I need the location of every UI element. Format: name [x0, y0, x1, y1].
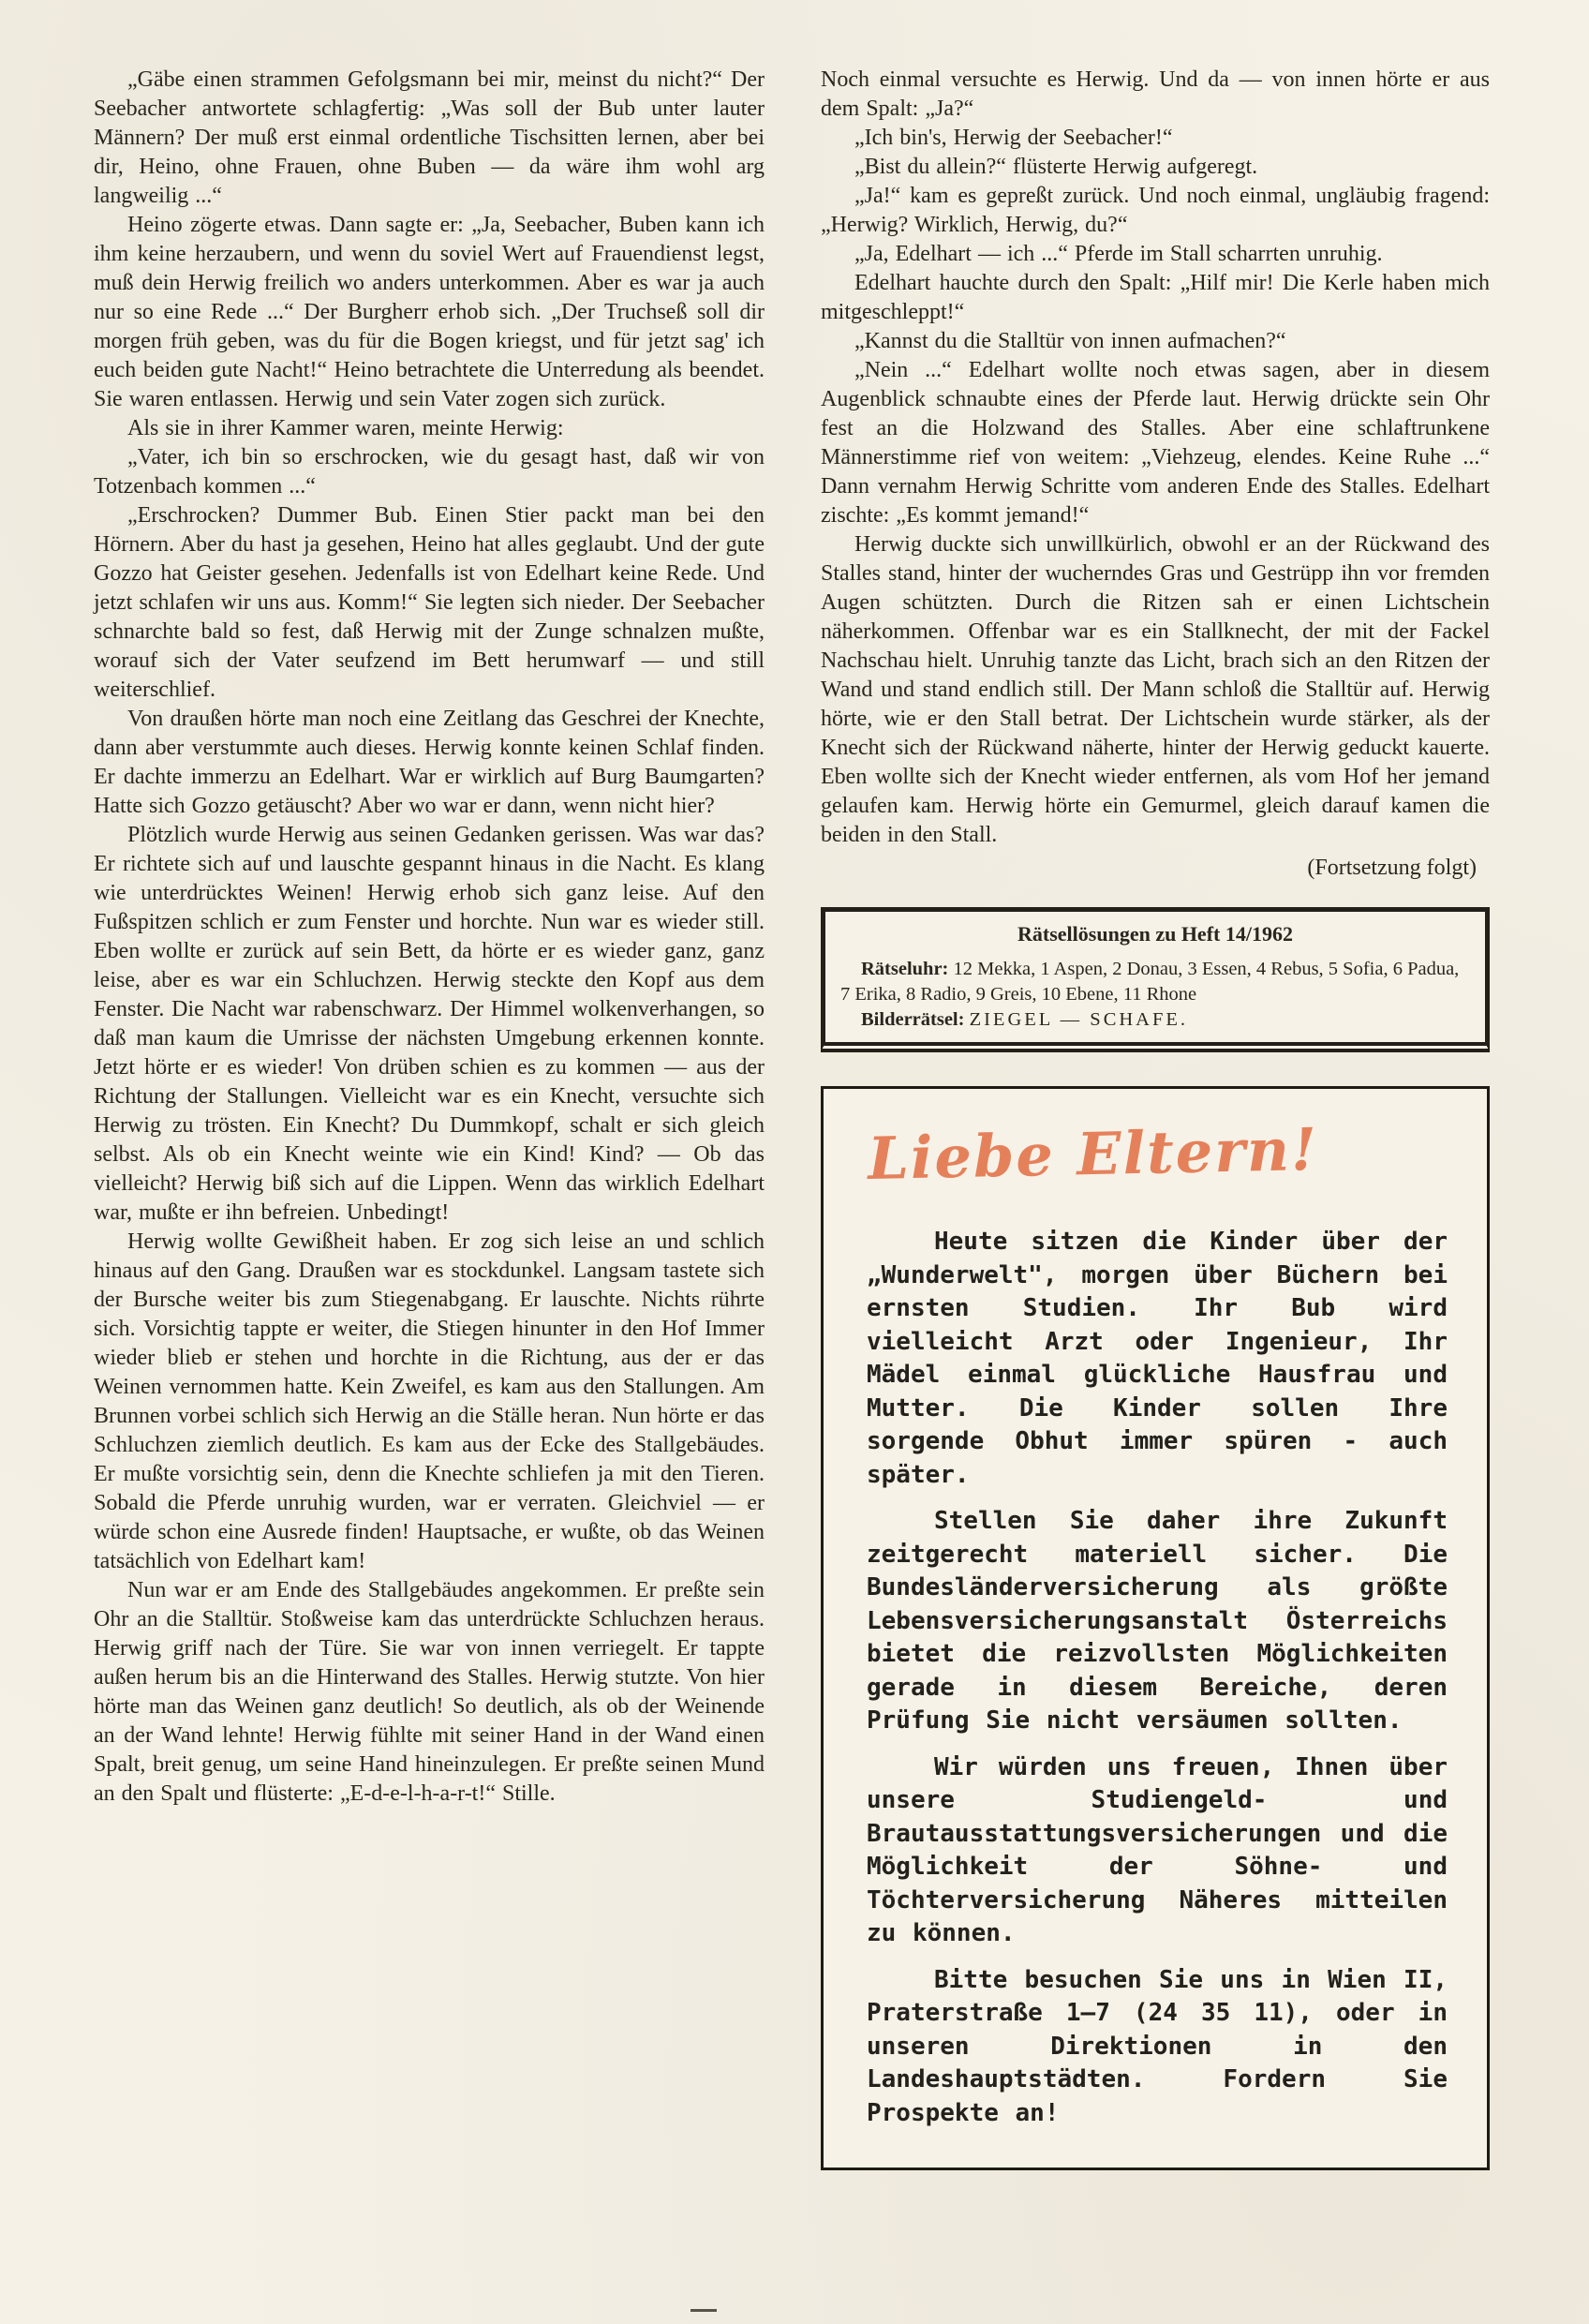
story-column-left [94, 66, 765, 1809]
story-paragraph: „Bist du allein?“ flüsterte Herwig aufgeregt. [854, 155, 1258, 179]
advertisement-paragraph: Wir würden uns freuen, Ihnen über unsere Studiengeld- und Brautausstattungsversicherungen und die Möglichkeit der Söhne- und Töchterversicherung Näheres mitteilen zu können. [867, 1752, 1448, 1947]
story-paragraph: „Ja!“ kam es gepreßt zurück. Und noch einmal, ungläubig fragend: „Herwig? Wirklich, Herwig, du?“ [821, 184, 1490, 237]
story-paragraph: Plötzlich wurde Herwig aus seinen Gedanken gerissen. Was war das? Er richtete sich auf und lauschte gespannt hinaus in die Nacht. Es klang wie unterdrücktes Weinen! Herwig erhob sich ganz leise. Auf den Fußspitzen schlich er zum Fenster und horchte. Nun war es wieder still. Eben wollte er zurück auf sein Bett, da hörte er es wieder ganz, ganz leise, aber es war ein Schluchzen. Herwig steckte den Kopf aus dem Fenster. Die Nacht war rabenschwarz. Der Himmel wolkenverhangen, so daß man kaum die Umrisse der nächsten Umgebung erkennen konnte. Jetzt hörte er es wieder! Von drüben schien es zu kommen — aus der Richtung der Stallungen. Vielleicht war es ein Knecht, versuchte sich Herwig zu trösten. Ein Knecht? Du Dummkopf, schalt er sich gleich selbst. Als ob ein Knecht weinte wie ein Kind! Kind? — Ob das vielleicht? Herwig biß sich auf die Lippen. Wenn das wirklich Edelhart war, mußte er ihn befreien. Unbedingt! [94, 823, 765, 1225]
story-column-right [821, 66, 1490, 2170]
solution-value: ZIEGEL — SCHAFE. [969, 1009, 1189, 1030]
story-paragraph: „Kannst du die Stalltür von innen aufmachen?“ [854, 329, 1286, 353]
advertisement-box [821, 1086, 1490, 2170]
story-paragraph: „Vater, ich bin so erschrocken, wie du gesagt hast, daß wir von Totzenbach kommen ...“ [94, 445, 765, 499]
story-paragraph: Herwig duckte sich unwillkürlich, obwohl er an der Rückwand des Stalles stand, hinter der wucherndes Gras und Gestrüpp ihn vor fremden Augen schützten. Durch die Ritzen sah er einen Lichtschein näherkommen. Offenbar war es ein Stallknecht, der mit der Fackel Nachschau hielt. Unruhig tanzte das Licht, brach sich an den Ritzen der Wand und stand endlich still. Der Mann schloß die Stalltür auf. Herwig hörte, wie er den Stall betrat. Der Lichtschein wurde stärker, als der Knecht sich der Rückwand näherte, hinter der Herwig geduckt kauerte. Eben wollte sich der Knecht wieder entfernen, als vom Hof her jemand gelaufen kam. Herwig hörte ein Gemurmel, gleich darauf kamen die beiden in den Stall. [821, 532, 1490, 847]
story-continuation [821, 66, 1490, 850]
solution-item [840, 1007, 1470, 1033]
story-paragraph: Von draußen hörte man noch eine Zeitlang das Geschrei der Knechte, dann aber verstummte auch dieses. Herwig konnte keinen Schlaf finden. Er dachte immerzu an Edelhart. War er wirklich auf Burg Baumgarten? Hatte sich Gozzo getäuscht? Aber wo war er dann, wenn nicht hier? [94, 707, 765, 818]
solution-label: Rätseluhr: [861, 959, 949, 979]
advertisement-paragraph: Bitte besuchen Sie uns in Wien II, Praterstraße 1—7 (24 35 11), oder in unseren Direktionen in den Landeshauptstädten. Fordern Sie Prospekte an! [867, 1965, 1448, 2127]
story-paragraph: „Ich bin's, Herwig der Seebacher!“ [854, 126, 1173, 150]
story-paragraph: „Erschrocken? Dummer Bub. Einen Stier packt man bei den Hörnern. Aber du hast ja gesehen, Heino hat alles geglaubt. Und der gute Gozzo hat Geister gesehen. Jedenfalls ist von Edelhart keine Rede. Und jetzt schlafen wir uns aus. Komm!“ Sie legten sich nieder. Der Seebacher schnarchte bald so fest, daß Herwig mit der Zunge schnalzen mußte, worauf sich der Vater seufzend im Bett herumwarf — und still weiterschlief. [94, 503, 765, 702]
advertisement-title: Liebe Eltern! [867, 1114, 1319, 1193]
story-paragraph: „Nein ...“ Edelhart wollte noch etwas sagen, aber in diesem Augenblick schnaubte eines der Pferde laut. Herwig drückte sein Ohr fest an die Holzwand des Stalles. Aber eine schlaftrunkene Männerstimme rief von weitem: „Viehzeug, elendes. Keine Ruhe ...“ Dann vernahm Herwig Schritte vom anderen Ende des Stalles. Edelhart zischte: „Es kommt jemand!“ [821, 358, 1490, 528]
solution-label: Bilderrätsel: [861, 1009, 965, 1030]
solutions-box [821, 907, 1490, 1052]
story-paragraph: Heino zögerte etwas. Dann sagte er: „Ja, Seebacher, Buben kann ich ihm keine herzaubern, und wenn du soviel Wert auf Frauendienst legst, muß dein Herwig freilich wo anders unterkommen. Aber es war ja auch nur so eine Rede ...“ Der Burgherr erhob sich. „Der Truchseß soll dir morgen früh geben, was du für die Bogen kriegst, und für jetzt sag' ich euch beiden gute Nacht!“ Heino betrachtete die Unterredung als beendet. Sie waren entlassen. Herwig und sein Vater zogen sich zurück. [94, 213, 765, 411]
story-paragraph: Nun war er am Ende des Stallgebäudes angekommen. Er preßte sein Ohr an die Stalltür. Stoßweise kam das unterdrückte Schluchzen heraus. Herwig griff nach der Türe. Sie war von innen verriegelt. Er tappte außen herum bis an die Hinterwand des Stalles. Herwig stutzte. Von hier hörte man das Weinen ganz deutlich! So deutlich, als ob der Weinende an der Wand lehnte! Herwig fühlte mit seiner Hand in der Wand einen Spalt, breit genug, um seine Hand hineinzulegen. Er preßte seinen Mund an den Spalt und flüsterte: „E-d-e-l-h-a-r-t!“ Stille. [94, 1578, 765, 1806]
advertisement-paragraph: Heute sitzen die Kinder über der „Wunderwelt", morgen über Büchern bei ernsten Studien. Ihr Bub wird vielleicht Arzt oder Ingenieur, Ihr Mädel einmal glückliche Hausfrau und Mutter. Die Kinder sollen Ihre sorgende Obhut immer spüren - auch später. [867, 1228, 1448, 1489]
story-paragraph: Noch einmal versuchte es Herwig. Und da — von innen hörte er aus dem Spalt: „Ja?“ [821, 67, 1490, 121]
advertisement-paragraph: Stellen Sie daher ihre Zukunft zeitgerecht materiell sicher. Die Bundesländerversicherung als größte Lebensversicherungsanstalt Österreichs bietet die reizvollsten Möglichkeiten gerade in diesem Bereiche, deren Prüfung Sie nicht versäumen sollten. [867, 1507, 1448, 1735]
story-paragraph: Herwig wollte Gewißheit haben. Er zog sich leise an und schlich hinaus auf den Gang. Draußen war es stockdunkel. Langsam tastete sich der Bursche weiter bis zum Stiegenabgang. Er lauschte. Nichts rührte sich. Vorsichtig tappte er weiter, die Stiegen hinunter in den Hof Immer wieder blieb er stehen und horchte in die Richtung, aus der er das Weinen vernommen hatte. Kein Zweifel, es kam aus den Stallungen. Am Brunnen vorbei schlich sich Herwig an die Ställe heran. Nun hörte er das Schluchzen ziemlich deutlich. Es kam aus der Ecke des Stallgebäudes. Er mußte vorsichtig sein, denn die Knechte schliefen ja mit den Tieren. Sobald die Pferde unruhig wurden, war er verraten. Gleichviel — er würde schon eine Ausrede finden! Hauptsache, er wußte, ob das Weinen tatsächlich von Edelhart kam! [94, 1229, 765, 1573]
page-bottom-mark [691, 2309, 717, 2312]
story-paragraph: Edelhart hauchte durch den Spalt: „Hilf mir! Die Kerle haben mich mitgeschleppt!“ [821, 271, 1490, 324]
solutions-title: Rätsellösungen zu Heft 14/1962 [1017, 922, 1293, 946]
continuation-note: (Fortsetzung folgt) [1307, 856, 1477, 880]
story-paragraph: „Ja, Edelhart — ich ...“ Pferde im Stall scharrten unruhig. [854, 242, 1383, 266]
story-paragraph: Als sie in ihrer Kammer waren, meinte Herwig: [127, 416, 564, 440]
solution-item [840, 957, 1470, 1007]
solution-value: 12 Mekka, 1 Aspen, 2 Donau, 3 Essen, 4 Rebus, 5 Sofia, 6 Padua, 7 Erika, 8 Radio, 9 Greis, 10 Ebene, 11 Rhone [840, 959, 1460, 1005]
story-paragraph: „Gäbe einen strammen Gefolgsmann bei mir, meinst du nicht?“ Der Seebacher antwortete schlagfertig: „Was soll der Bub unter lauter Männern? Der muß erst einmal ordentliche Tischsitten lernen, aber bei dir, Heino, ohne Frauen, ohne Buben — da wäre ihm wohl arg langweilig ...“ [94, 67, 765, 208]
